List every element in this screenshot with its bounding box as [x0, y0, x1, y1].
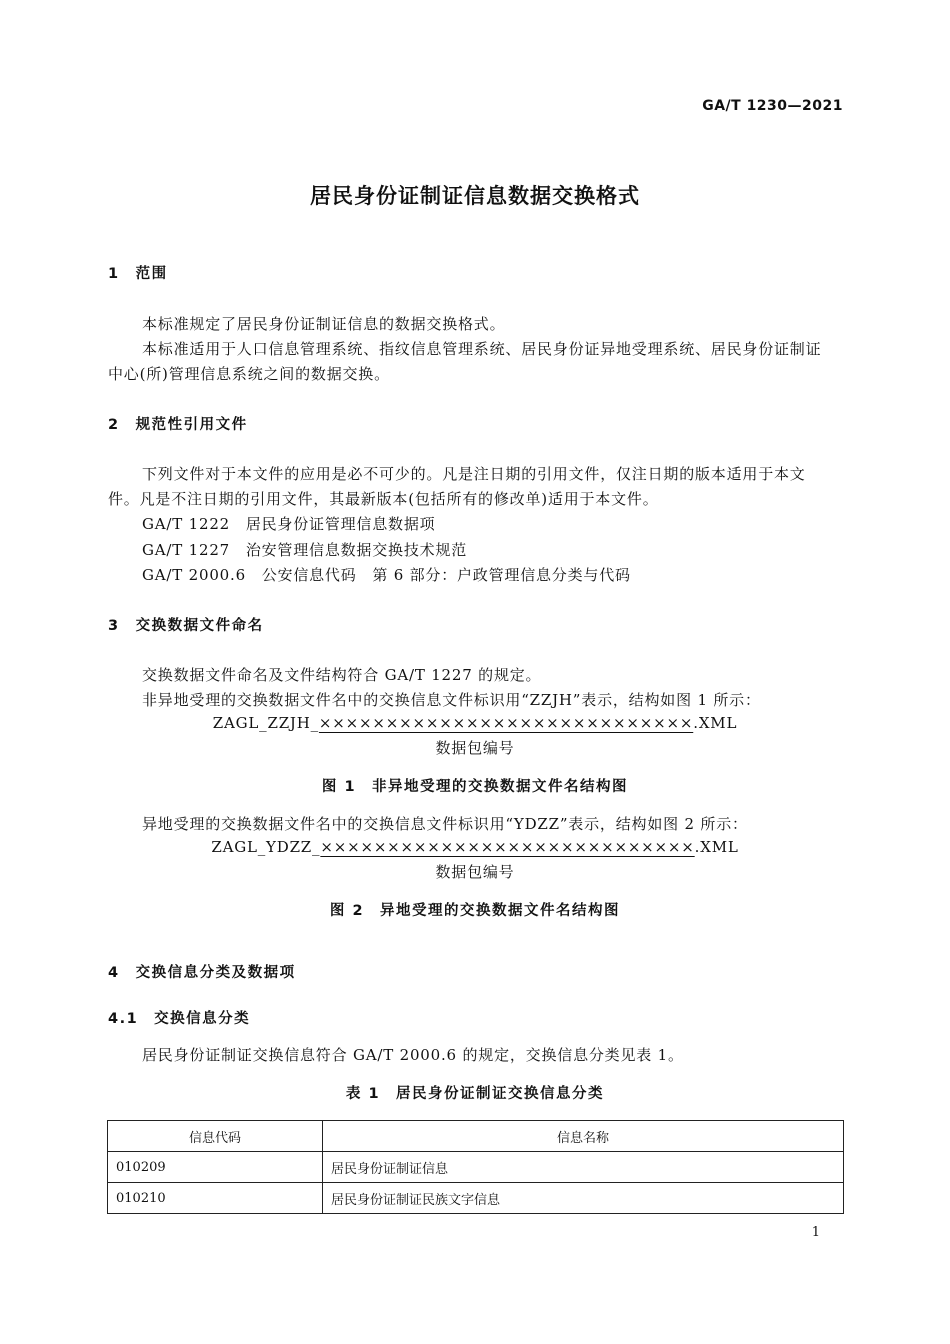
table-header-row [108, 1121, 844, 1152]
header-info-name: 信息名称 [323, 1121, 844, 1152]
section-1-paragraph-2-line-2: 中心(所)管理信息系统之间的数据交换。 [108, 365, 390, 383]
standard-number: GA/T 1230—2021 [702, 98, 843, 114]
info-name-cell: 居民身份证制证民族文字信息 [323, 1183, 844, 1214]
section-1-paragraph-1: 本标准规定了居民身份证制证信息的数据交换格式。 [142, 315, 506, 333]
filename-prefix: ZAGL_ZZJH_ [212, 714, 319, 732]
header-info-code: 信息代码 [108, 1121, 323, 1152]
info-name-cell: 居民身份证制证信息 [323, 1152, 844, 1183]
info-code-cell: 010209 [108, 1152, 323, 1183]
table-row [108, 1183, 844, 1214]
figure-1-package-label: 数据包编号 [435, 739, 515, 757]
filename-suffix: .XML [693, 714, 738, 732]
table-1-caption: 表 1 居民身份证制证交换信息分类 [345, 1086, 605, 1102]
table-row [108, 1152, 844, 1183]
section-3-paragraph-3: 异地受理的交换数据文件名中的交换信息文件标识用“YDZZ”表示，结构如图 2 所示： [142, 815, 748, 833]
figure-2-caption: 图 2 异地受理的交换数据文件名结构图 [329, 903, 621, 919]
info-code-cell: 010210 [108, 1183, 323, 1214]
data-package-number: ×××××××××××××××××××××××××××× [318, 714, 694, 732]
section-2-paragraph-line-2: 件。凡是不注日期的引用文件，其最新版本(包括所有的修改单)适用于本文件。 [108, 490, 659, 508]
document-title: 居民身份证制证信息数据交换格式 [310, 184, 640, 208]
reference-item: GA/T 2000.6 公安信息代码 第 6 部分：户政管理信息分类与代码 [142, 566, 631, 584]
filename-prefix: ZAGL_YDZZ_ [211, 838, 321, 856]
figure-1-caption: 图 1 非异地受理的交换数据文件名结构图 [321, 779, 629, 795]
section-3-heading: 3 交换数据文件命名 [108, 618, 264, 634]
data-package-number: ×××××××××××××××××××××××××××× [320, 838, 695, 856]
section-1-paragraph-2-line-1: 本标准适用于人口信息管理系统、指纹信息管理系统、居民身份证异地受理系统、居民身份证制证 [142, 340, 822, 358]
info-classification-table [107, 1120, 844, 1214]
section-3-paragraph-2: 非异地受理的交换数据文件名中的交换信息文件标识用“ZZJH”表示，结构如图 1 所示： [142, 691, 761, 709]
figure-2-filename [0, 838, 950, 856]
reference-item: GA/T 1227 治安管理信息数据交换技术规范 [142, 541, 468, 559]
page-number: 1 [811, 1225, 820, 1240]
figure-2-package-label: 数据包编号 [435, 863, 515, 881]
section-4-1-paragraph: 居民身份证制证交换信息符合 GA/T 2000.6 的规定，交换信息分类见表 1。 [142, 1046, 684, 1064]
section-2-paragraph-line-1: 下列文件对于本文件的应用是必不可少的。凡是注日期的引用文件，仅注日期的版本适用于本文 [142, 465, 806, 483]
section-2-heading: 2 规范性引用文件 [108, 417, 248, 433]
section-4-heading: 4 交换信息分类及数据项 [108, 965, 296, 981]
figure-1-filename [0, 714, 950, 732]
section-4-1-heading: 4.1 交换信息分类 [108, 1011, 251, 1027]
filename-suffix: .XML [694, 838, 739, 856]
section-3-paragraph-1: 交换数据文件命名及文件结构符合 GA/T 1227 的规定。 [142, 666, 542, 684]
section-1-heading: 1 范围 [108, 266, 168, 282]
reference-item: GA/T 1222 居民身份证管理信息数据项 [142, 515, 436, 533]
